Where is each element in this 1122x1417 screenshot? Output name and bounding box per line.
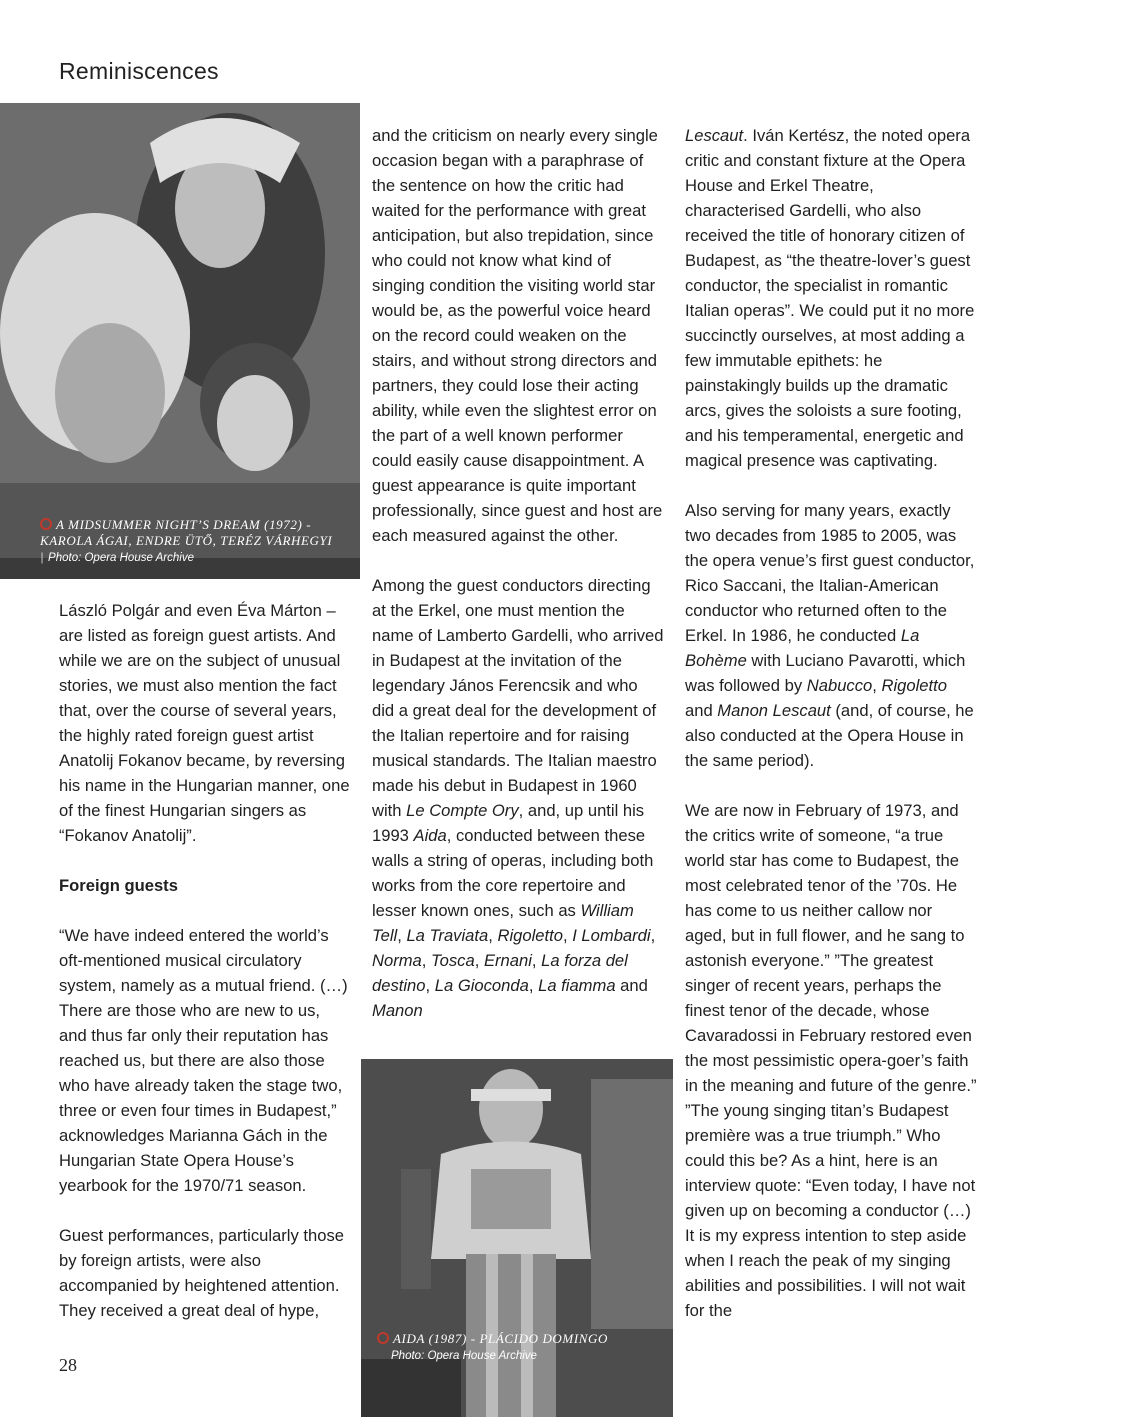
- paragraph: We are now in February of 1973, and the critics write of someone, “a true world star has come to Budapest, the most celebrated tenor of the ’70s. He has come to us neither callow nor aged, but in full flower, and he sang to astonish everyone.” ”The greatest singer of recent years, perhaps the finest tenor of the decade, whose Cavaradossi in February restored even the most pessimistic opera-goer’s faith in the meaning and future of the genre.” ”The young singing titan’s Budapest première was a true triumph.” Who could this be? As a hint, here is an interview quote: “Even today, I have not given up on becoming a conductor (…) It is my express intention to step aside when I reach the peak of my singing abilities and possibilities. I will not wait for the: [685, 801, 977, 1320]
- photo-caption-top: A MIDSUMMER NIGHT’S DREAM (1972) - KAROLA ÁGAI, ENDRE ÜTŐ, TERÉZ VÁRHEGYI | Photo: Opera House Archive: [40, 517, 333, 564]
- paragraph: “We have indeed entered the world’s oft-mentioned musical circulatory system, namely as a mutual friend. (…) There are those who are new to us, and thus far only their reputation has reached us, but there are also those who have already taken the stage two, three or even four times in Budapest,” acknowledges Marianna Gách in the Hungarian State Opera House’s yearbook for the 1970/71 season.: [59, 926, 348, 1195]
- work-title: Norma: [372, 951, 422, 970]
- caption-bullet-icon: [40, 518, 52, 530]
- work-title: La Traviata: [406, 926, 489, 945]
- text-run: with Luciano Pavarotti, which was followed by: [685, 651, 966, 695]
- text-run: , conducted between these walls a string of operas, including both works from the core repertoire and lesser known ones, such as: [372, 826, 654, 920]
- work-title: Lescaut: [685, 126, 744, 145]
- midsummer-night-photo: [0, 103, 360, 579]
- paragraph: [685, 123, 977, 473]
- text-run: ,: [562, 926, 573, 945]
- page-number: 28: [59, 1355, 77, 1375]
- caption-credit: Photo: Opera House Archive: [48, 552, 194, 564]
- work-title: Tosca: [431, 951, 475, 970]
- caption-title: AIDA (1987) - PLÁCIDO DOMINGO: [393, 1331, 609, 1346]
- text-run: ,: [474, 951, 484, 970]
- text-run: ,: [421, 951, 432, 970]
- paragraph: Guest performances, particularly those by foreign artists, were also accompanied by heightened attention. They received a great deal of hype,: [59, 1226, 344, 1320]
- text-run: ,: [650, 926, 656, 945]
- text-run: . Iván Kertész, the noted opera critic and constant fixture at the Opera House and Erkel Theatre, characterised Gardelli, who also received the title of honorary citizen of Budapest, as “the theatre-lover’s guest conductor, the specialist in romantic Italian operas”. We could put it no more succinctly ourselves, at most adding a few immutable epithets: he painstakingly builds up the dramatic arcs, gives the soloists a sure footing, and his temperamental, energetic and magical presence was captivating.: [685, 126, 975, 470]
- caption-credit: Photo: Opera House Archive: [391, 1350, 537, 1362]
- caption-title: A MIDSUMMER NIGHT’S DREAM (1972) - KAROLA ÁGAI, ENDRE ÜTŐ, TERÉZ VÁRHEGYI: [40, 517, 333, 548]
- photo-caption-bottom: [377, 1331, 667, 1364]
- text-run: ,: [531, 951, 542, 970]
- work-title: Ernani: [483, 951, 532, 970]
- text-run: ,: [488, 926, 498, 945]
- paragraph: László Polgár and even Éva Márton – are listed as foreign guest artists. And while we are on the subject of unusual stories, we must also mention the fact that, over the course of several years, the highly rated foreign guest artist Anatolij Fokanov became, by reversing his name in the Hungarian manner, one of the finest Hungarian singers as “Fokanov Anatolij”.: [59, 601, 350, 845]
- work-title: La Bohème: [685, 626, 920, 670]
- caption-bullet-icon: [377, 1332, 389, 1344]
- work-title: Rigoletto: [881, 676, 947, 695]
- work-title: Rigoletto: [497, 926, 563, 945]
- text-run: ,: [397, 926, 407, 945]
- work-title: Manon: [372, 1001, 423, 1020]
- paragraph: [372, 573, 664, 1023]
- text-run: and: [615, 976, 648, 995]
- text-run: and: [685, 701, 718, 720]
- text-run: ,: [872, 676, 882, 695]
- text-run: ,: [425, 976, 435, 995]
- text-column-1: [59, 598, 351, 1323]
- paragraph: and the criticism on nearly every single occasion began with a paraphrase of the sentence on how the critic had waited for the performance with great anticipation, but also trepidation, since who could not know what kind of singing condition the visiting world star would be, as the powerful voice heard on the record could weaken on the stairs, and without strong directors and partners, they could lose their acting ability, while even the slightest error on the part of a well known performer could easily cause disappointment. A guest appearance is quite important professionally, since guest and host are each measured against the other.: [372, 126, 663, 545]
- section-title: Reminiscences: [59, 58, 219, 84]
- text-run: Also serving for many years, exactly two decades from 1985 to 2005, was the opera venue’s first guest conductor, Rico Saccani, the Italian-American conductor who returned often to the Erkel. In 1986, he conducted: [685, 501, 975, 645]
- photo-illustration-performers: [0, 103, 360, 579]
- work-title: William Tell: [372, 901, 634, 945]
- text-run: (and, of course, he also conducted at the Opera House in the same period).: [685, 701, 974, 770]
- work-title: Nabucco: [806, 676, 873, 695]
- work-title: La fiamma: [538, 976, 616, 995]
- text-run: ,: [528, 976, 539, 995]
- work-title: La forza del destino: [372, 951, 628, 995]
- subheading-foreign-guests: Foreign guests: [59, 876, 178, 895]
- paragraph: [685, 498, 977, 773]
- text-run: Among the guest conductors directing at the Erkel, one must mention the name of Lamberto Gardelli, who arrived in Budapest at the invitation of the legendary János Ferencsik and who did a great deal for the development of the Italian repertoire and for raising musical standards. The Italian maestro made his debut in Budapest in 1960 with: [372, 576, 664, 820]
- work-title: I Lombardi: [572, 926, 651, 945]
- text-run: , and, up until his 1993: [372, 801, 645, 845]
- text-column-3: [685, 123, 977, 1323]
- work-title: Aida: [413, 826, 447, 845]
- work-title: Manon Lescaut: [717, 701, 831, 720]
- work-title: Le Compte Ory: [406, 801, 519, 820]
- text-column-2: [372, 123, 664, 1023]
- work-title: La Gioconda: [434, 976, 529, 995]
